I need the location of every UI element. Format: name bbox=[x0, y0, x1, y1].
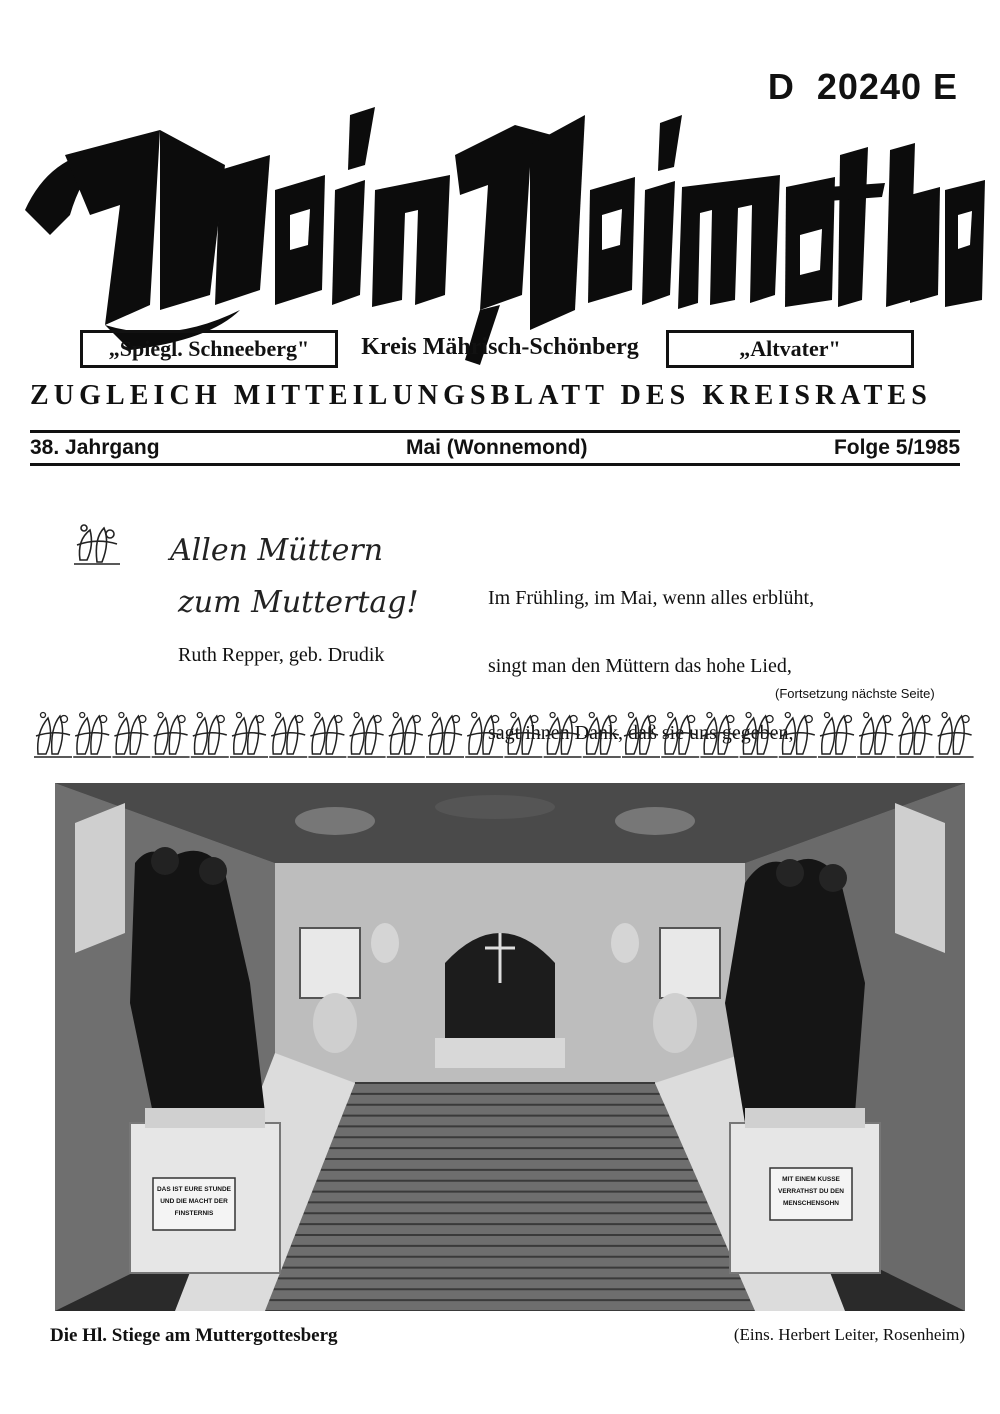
ornament-motif bbox=[544, 713, 582, 758]
district-label: Kreis Mährisch-Schönberg bbox=[361, 334, 639, 360]
ornament-motif bbox=[465, 713, 503, 758]
ornament-motif bbox=[426, 713, 464, 758]
region-box-schneeberg bbox=[80, 330, 338, 368]
divider-top bbox=[30, 430, 960, 433]
plaque-left-line-3: FINSTERNIS bbox=[174, 1210, 214, 1217]
photo-caption: Die Hl. Stiege am Muttergottesberg bbox=[50, 1325, 338, 1346]
poem-line: sagt ihnen uns bbox=[488, 722, 717, 744]
ornament-border bbox=[30, 708, 978, 760]
plaque-right-line-2: VERRATHST DU DEN bbox=[778, 1188, 844, 1195]
ornament-motif bbox=[818, 713, 856, 758]
volume-label: 38. Jahrgang bbox=[30, 436, 160, 459]
ornament-motif bbox=[34, 713, 72, 758]
plaque-right-line-3: MENSCHENSOHN bbox=[783, 1200, 839, 1207]
masthead-subtitle: ZUGLEICH MITTEILUNGSBLATT DES KREISRATES bbox=[30, 380, 932, 411]
region-label-schneeberg: „Spiegl. Schneeberg" bbox=[108, 336, 310, 361]
plaque-right-line-1: MIT EINEM KUSSE bbox=[782, 1176, 840, 1183]
ornament-motif bbox=[779, 713, 817, 758]
ornament-motif bbox=[152, 713, 190, 758]
staircase-photo bbox=[55, 783, 965, 1311]
plaque-left-line-2: UND DIE MACHT DER bbox=[160, 1198, 228, 1205]
ornament-motif bbox=[936, 713, 974, 758]
poem-line: Im Frühling, im Mai, wenn alles erblüht, bbox=[488, 587, 815, 609]
ornament-motif bbox=[896, 713, 934, 758]
dedication-text bbox=[170, 525, 420, 629]
ornament-motif bbox=[661, 713, 699, 758]
ornament-motif bbox=[348, 713, 386, 758]
masthead-logo bbox=[10, 95, 995, 365]
photo-credit: (Eins. Herbert Leiter, Rosenheim) bbox=[733, 1325, 965, 1344]
poem-line: singt man den Müttern das hohe Lied, bbox=[488, 654, 792, 677]
flower-ornament-icon bbox=[72, 520, 122, 570]
plaque-left-line-1: DAS IST EURE STUNDE bbox=[156, 1186, 232, 1193]
ornament-motif bbox=[308, 713, 346, 758]
month-label: Mai (Wonnemond) bbox=[405, 436, 588, 459]
ornament-motif bbox=[191, 713, 229, 758]
issue-label: Folge 5/1985 bbox=[833, 436, 960, 459]
ornament-motif bbox=[73, 713, 111, 758]
ornament-motif bbox=[230, 713, 268, 758]
continued-note: (Fortsetzung nächste Seite) bbox=[775, 686, 935, 701]
ornament-motif bbox=[504, 713, 542, 758]
ornament-motif bbox=[112, 713, 150, 758]
ornament-motif bbox=[387, 713, 425, 758]
divider-bottom bbox=[30, 463, 960, 466]
region-box-altvater bbox=[666, 330, 914, 368]
dedication-line-1: Allen Müttern bbox=[170, 533, 384, 568]
ornament-motif bbox=[740, 713, 778, 758]
issue-info-bar bbox=[30, 436, 960, 460]
ornament-motif bbox=[622, 713, 660, 758]
region-label-altvater: „Altvater" bbox=[739, 336, 841, 361]
issue-code: D 20240 E bbox=[767, 66, 958, 107]
ornament-motif bbox=[700, 713, 738, 758]
dedication-author: Ruth Repper, geb. Drudik bbox=[178, 644, 385, 666]
dedication-line-2: zum Muttertag! bbox=[178, 585, 419, 620]
ornament-motif bbox=[857, 713, 895, 758]
ornament-motif bbox=[583, 713, 621, 758]
ornament-motif bbox=[269, 713, 307, 758]
